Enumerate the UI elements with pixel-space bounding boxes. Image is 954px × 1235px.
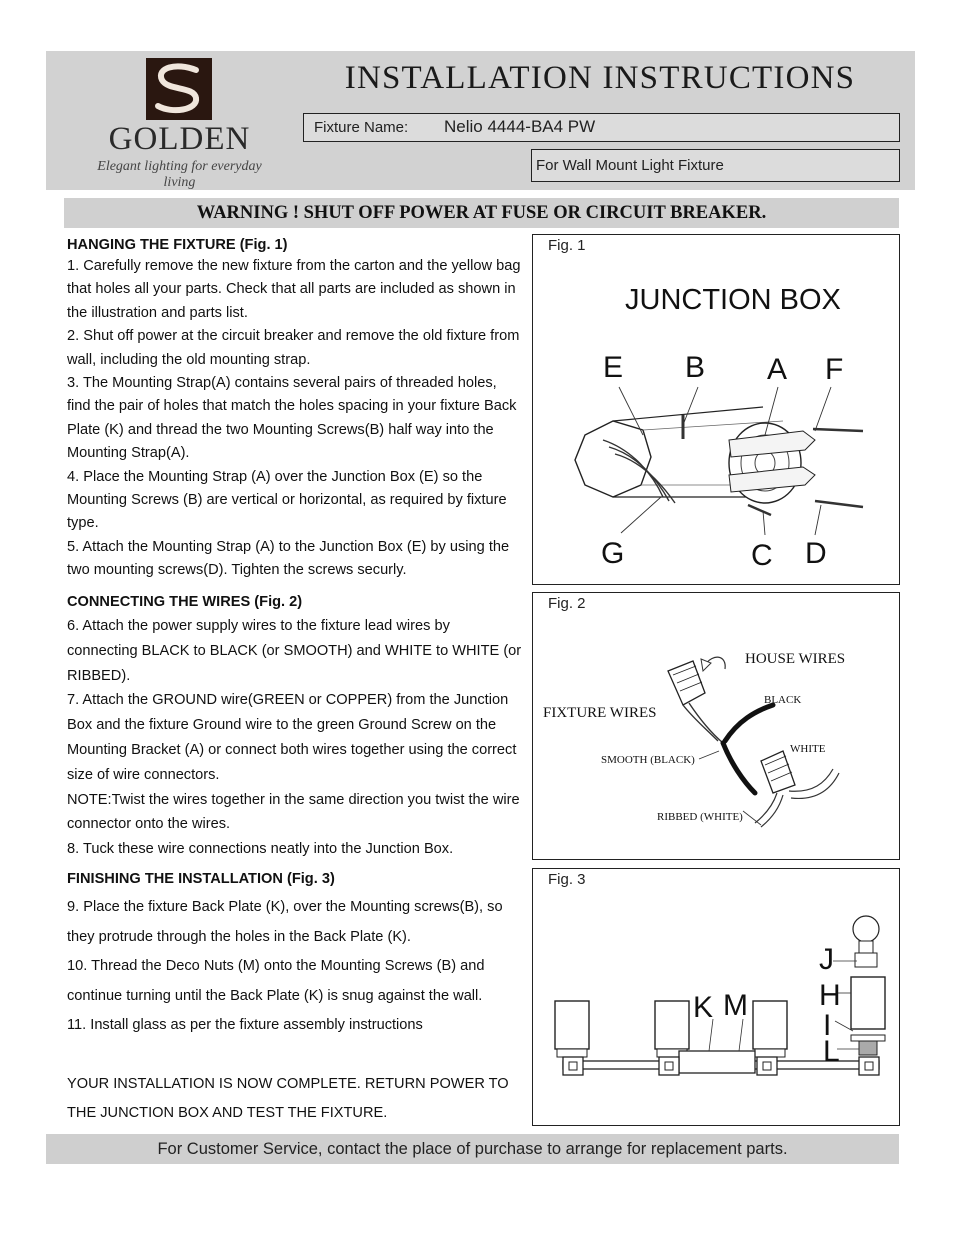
fig3-letter-j: J xyxy=(819,943,834,976)
step-text: 1. Carefully remove the new fixture from the carton and the yellow bag that holes all your parts. Check that all parts are included as shown in the illustration and parts list. xyxy=(67,258,521,321)
step-text: 10. Thread the Deco Nuts (M) onto the Mounting Screws (B) and continue turning until the Back Plate (K) is snug against the wall. xyxy=(67,958,485,1004)
logo-mark-icon xyxy=(146,58,212,120)
fig3-letter-h: H xyxy=(819,979,841,1012)
figure-3-assembly xyxy=(532,868,900,1126)
step-text: 6. Attach the power supply wires to the fixture lead wires by connecting BLACK to BLACK (or SMOOTH) and WHITE to WHITE (or RIBBED). xyxy=(67,618,522,684)
fig3-letter-l: L xyxy=(823,1035,840,1068)
fig3-letter-k: K xyxy=(693,991,714,1024)
note-text: NOTE:Twist the wires together in the same direction you twist the wire connector onto the wires. xyxy=(67,791,520,833)
fig3-letter-i: I xyxy=(823,1009,832,1042)
fig2-black: BLACK xyxy=(764,694,802,706)
fig2-house-wires: HOUSE WIRES xyxy=(745,651,846,667)
fig1-letter-f: F xyxy=(825,353,844,386)
fixture-name-label: Fixture Name: xyxy=(314,119,409,136)
fixture-name-box xyxy=(303,113,900,142)
step-text: 5. Attach the Mounting Strap (A) to the Junction Box (E) by using the two mounting screws(D). Tighten the screws securly. xyxy=(67,538,510,579)
fixture-name-value: Nelio 4444-BA4 PW xyxy=(444,117,596,136)
figure-2-wires xyxy=(532,592,900,860)
step-text: 11. Install glass as per the fixture assembly instructions xyxy=(67,1017,423,1033)
fig2-ribbed: RIBBED (WHITE) xyxy=(657,811,743,823)
fig1-letter-g: G xyxy=(601,537,625,570)
fig2-white: WHITE xyxy=(790,743,826,755)
fig1-title: JUNCTION BOX xyxy=(625,284,841,316)
step-text: 8. Tuck these wire connections neatly into the Junction Box. xyxy=(67,841,454,858)
figure-label: Fig. 1 xyxy=(548,237,586,254)
fig1-letter-a: A xyxy=(767,353,788,386)
footer-banner: For Customer Service, contact the place of purchase to arrange for replacement parts. xyxy=(46,1134,899,1164)
step-text: 4. Place the Mounting Strap (A) over the Junction Box (E) so the Mounting Screws (B) are vertical or horizontal, as required by fixture type. xyxy=(67,468,507,532)
figure-label: Fig. 2 xyxy=(548,595,586,612)
section-heading: CONNECTING THE WIRES (Fig. 2) xyxy=(67,594,303,610)
page-title: INSTALLATION INSTRUCTIONS xyxy=(344,60,856,96)
brand-logo xyxy=(92,57,267,190)
figure-1-drawing xyxy=(533,235,900,585)
mount-type-text: For Wall Mount Light Fixture xyxy=(536,157,724,174)
section-hanging xyxy=(67,235,522,583)
fig2-smooth: SMOOTH (BLACK) xyxy=(601,754,695,766)
fig2-fixture-wires: FIXTURE WIRES xyxy=(543,705,657,721)
warning-banner: WARNING ! SHUT OFF POWER AT FUSE OR CIRCUIT BREAKER. xyxy=(64,198,899,228)
fig1-letter-c: C xyxy=(751,539,773,572)
section-finishing xyxy=(67,869,522,1129)
step-text: 9. Place the fixture Back Plate (K), over the Mounting screws(B), so they protrude through the holes in the Back Plate (K). xyxy=(67,899,503,945)
fig1-letter-b: B xyxy=(685,351,706,384)
figure-2-drawing xyxy=(533,593,900,860)
fig3-letter-m: M xyxy=(723,989,748,1022)
logo-tagline: Elegant lighting for everyday living xyxy=(97,159,262,190)
step-text: 3. The Mounting Strap(A) contains several pairs of threaded holes, find the pair of holes that match the holes spacing in your fixture Back Plate (K) and thread the two Mounting Screws(B) half way into the Mounting Strap(A). xyxy=(67,375,517,462)
fig1-letter-e: E xyxy=(603,351,624,384)
figure-label: Fig. 3 xyxy=(548,871,586,888)
completion-text: YOUR INSTALLATION IS NOW COMPLETE. RETURN POWER TO THE JUNCTION BOX AND TEST THE FIXTURE. xyxy=(67,1075,509,1121)
section-heading: HANGING THE FIXTURE (Fig. 1) xyxy=(67,237,288,253)
figure-1-junction-box xyxy=(532,234,900,585)
step-text: 7. Attach the GROUND wire(GREEN or COPPER) from the Junction Box and the fixture Ground wire to the green Ground Screw on the Mounting Bracket (A) or connect both wires together using the correct size of wire connectors. xyxy=(67,692,517,783)
logo-name: GOLDEN xyxy=(108,121,251,157)
mount-type-box xyxy=(531,149,900,182)
section-wires xyxy=(67,592,522,862)
fig1-letter-d: D xyxy=(805,537,827,570)
section-heading: FINISHING THE INSTALLATION (Fig. 3) xyxy=(67,871,335,887)
figure-3-drawing xyxy=(533,869,900,1126)
step-text: 2. Shut off power at the circuit breaker and remove the old fixture from wall, including the old mounting strap. xyxy=(67,328,520,368)
